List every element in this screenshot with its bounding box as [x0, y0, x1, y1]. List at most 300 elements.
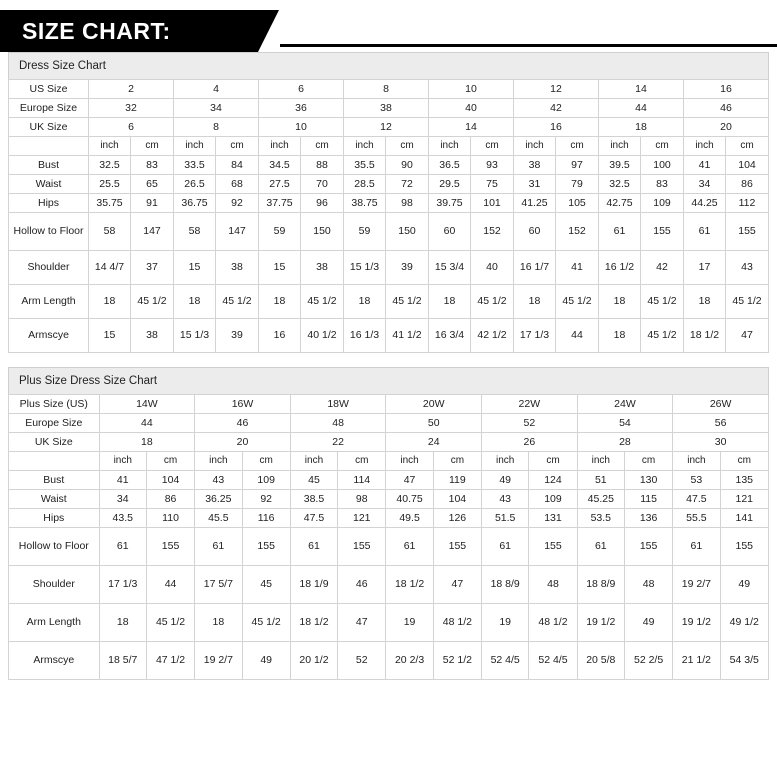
- cell: 20W: [386, 394, 482, 413]
- cell: 104: [726, 155, 769, 174]
- cell: 17 1/3: [99, 565, 146, 603]
- cell: 42: [514, 99, 599, 118]
- cell: 47: [726, 318, 769, 352]
- cell: 56: [673, 413, 769, 432]
- cell: 109: [529, 489, 577, 508]
- cell: 100: [641, 155, 684, 174]
- cell: 17 5/7: [195, 565, 242, 603]
- cell: 12: [514, 80, 599, 99]
- cell: 61: [599, 212, 641, 250]
- cell: 52: [338, 641, 386, 679]
- cell: 105: [556, 193, 599, 212]
- cell: 31: [514, 174, 556, 193]
- cell: 15: [174, 250, 216, 284]
- cell: 135: [720, 470, 768, 489]
- cell: 37: [131, 250, 174, 284]
- cell: 121: [720, 489, 768, 508]
- cell: 41: [684, 155, 726, 174]
- table-row: [9, 603, 769, 641]
- cell: 51: [577, 470, 624, 489]
- unit-cell: inch: [174, 137, 216, 156]
- cell: 20 1/2: [290, 641, 337, 679]
- cell: 14: [599, 80, 684, 99]
- cell: 155: [641, 212, 684, 250]
- cell: 40: [429, 99, 514, 118]
- cell: 18: [259, 284, 301, 318]
- row-label: Armscye: [9, 641, 100, 679]
- cell: 155: [720, 527, 768, 565]
- row-label: Shoulder: [9, 565, 100, 603]
- cell: 116: [242, 508, 290, 527]
- unit-cell: inch: [599, 137, 641, 156]
- cell: 155: [242, 527, 290, 565]
- cell: 16W: [195, 394, 291, 413]
- row-label: Waist: [9, 174, 89, 193]
- cell: 52 2/5: [624, 641, 672, 679]
- cell: 61: [386, 527, 433, 565]
- cell: 36.75: [174, 193, 216, 212]
- cell: 19 1/2: [673, 603, 720, 641]
- cell: 152: [471, 212, 514, 250]
- cell: 40.75: [386, 489, 433, 508]
- cell: 26.5: [174, 174, 216, 193]
- cell: 96: [301, 193, 344, 212]
- cell: 14W: [99, 394, 195, 413]
- cell: 27.5: [259, 174, 301, 193]
- cell: 42.75: [599, 193, 641, 212]
- cell: 17 1/3: [514, 318, 556, 352]
- cell: 35.75: [89, 193, 131, 212]
- cell: 47.5: [290, 508, 337, 527]
- cell: 68: [216, 174, 259, 193]
- cell: 75: [471, 174, 514, 193]
- cell: 38.75: [344, 193, 386, 212]
- row-label: Arm Length: [9, 284, 89, 318]
- cell: 84: [216, 155, 259, 174]
- table-row: [9, 174, 769, 193]
- cell: 47: [386, 470, 433, 489]
- cell: 53.5: [577, 508, 624, 527]
- cell: 109: [641, 193, 684, 212]
- cell: 39.75: [429, 193, 471, 212]
- cell: 46: [338, 565, 386, 603]
- unit-cell: cm: [529, 452, 577, 471]
- table-row: [9, 565, 769, 603]
- cell: 38.5: [290, 489, 337, 508]
- cell: 16 1/3: [344, 318, 386, 352]
- cell: 83: [641, 174, 684, 193]
- cell: 52 4/5: [529, 641, 577, 679]
- cell: 18: [599, 318, 641, 352]
- cell: 49: [482, 470, 529, 489]
- cell: 119: [433, 470, 481, 489]
- cell: 43: [195, 470, 242, 489]
- cell: 121: [338, 508, 386, 527]
- cell: 42 1/2: [471, 318, 514, 352]
- cell: 39: [386, 250, 429, 284]
- cell: 45 1/2: [242, 603, 290, 641]
- unit-cell: cm: [726, 137, 769, 156]
- cell: 49 1/2: [720, 603, 768, 641]
- unit-cell: cm: [556, 137, 599, 156]
- cell: 18: [195, 603, 242, 641]
- cell: 18: [429, 284, 471, 318]
- cell: 44: [146, 565, 194, 603]
- cell: 38: [514, 155, 556, 174]
- cell: 114: [338, 470, 386, 489]
- table-row: [9, 508, 769, 527]
- table-row: [9, 250, 769, 284]
- cell: 155: [726, 212, 769, 250]
- cell: 91: [131, 193, 174, 212]
- cell: 39: [216, 318, 259, 352]
- cell: 45: [290, 470, 337, 489]
- cell: 83: [131, 155, 174, 174]
- cell: 92: [242, 489, 290, 508]
- unit-cell: cm: [146, 452, 194, 471]
- cell: 10: [429, 80, 514, 99]
- cell: 29.5: [429, 174, 471, 193]
- cell: 34: [99, 489, 146, 508]
- cell: 36.5: [429, 155, 471, 174]
- cell: 61: [99, 527, 146, 565]
- unit-cell: cm: [338, 452, 386, 471]
- table-row: [9, 641, 769, 679]
- table-row: [9, 470, 769, 489]
- cell: 18 1/2: [386, 565, 433, 603]
- cell: 41 1/2: [386, 318, 429, 352]
- cell: 22: [290, 433, 386, 452]
- unit-cell: cm: [386, 137, 429, 156]
- cell: 147: [131, 212, 174, 250]
- cell: 155: [624, 527, 672, 565]
- table-row: [9, 394, 769, 413]
- unit-cell: cm: [624, 452, 672, 471]
- cell: 45 1/2: [726, 284, 769, 318]
- row-label: Waist: [9, 489, 100, 508]
- cell: 48: [529, 565, 577, 603]
- row-label: Bust: [9, 470, 100, 489]
- cell: 54 3/5: [720, 641, 768, 679]
- cell: 48: [290, 413, 386, 432]
- unit-cell: cm: [131, 137, 174, 156]
- cell: 34.5: [259, 155, 301, 174]
- cell: 45 1/2: [216, 284, 259, 318]
- cell: 16: [514, 118, 599, 137]
- cell: 47 1/2: [146, 641, 194, 679]
- cell: 38: [344, 99, 429, 118]
- cell: 28: [577, 433, 673, 452]
- cell: 20 5/8: [577, 641, 624, 679]
- cell: 2: [89, 80, 174, 99]
- cell: 52 4/5: [482, 641, 529, 679]
- cell: 19: [482, 603, 529, 641]
- cell: 46: [195, 413, 291, 432]
- cell: 38: [301, 250, 344, 284]
- cell: 8: [344, 80, 429, 99]
- cell: 16: [684, 80, 769, 99]
- cell: 32.5: [599, 174, 641, 193]
- row-label: Plus Size (US): [9, 394, 100, 413]
- cell: 155: [338, 527, 386, 565]
- cell: 40 1/2: [301, 318, 344, 352]
- cell: 45 1/2: [131, 284, 174, 318]
- cell: 61: [482, 527, 529, 565]
- cell: 49.5: [386, 508, 433, 527]
- cell: 41.25: [514, 193, 556, 212]
- cell: 98: [386, 193, 429, 212]
- table-row: [9, 433, 769, 452]
- table-caption: Dress Size Chart: [8, 52, 769, 79]
- cell: 98: [338, 489, 386, 508]
- cell: 40: [471, 250, 514, 284]
- cell: 110: [146, 508, 194, 527]
- cell: 16 1/7: [514, 250, 556, 284]
- cell: 61: [290, 527, 337, 565]
- cell: 18 5/7: [99, 641, 146, 679]
- cell: 88: [301, 155, 344, 174]
- unit-cell: inch: [514, 137, 556, 156]
- row-label: Europe Size: [9, 413, 100, 432]
- unit-cell: cm: [216, 137, 259, 156]
- unit-cell: inch: [344, 137, 386, 156]
- cell: 109: [242, 470, 290, 489]
- header-banner-black: [0, 10, 258, 52]
- cell: 47.5: [673, 489, 720, 508]
- cell: 59: [259, 212, 301, 250]
- cell: 54: [577, 413, 673, 432]
- cell: 17: [684, 250, 726, 284]
- cell: 155: [529, 527, 577, 565]
- row-label: Europe Size: [9, 99, 89, 118]
- cell: 18: [684, 284, 726, 318]
- cell: 16 1/2: [599, 250, 641, 284]
- cell: 65: [131, 174, 174, 193]
- cell: 32: [89, 99, 174, 118]
- cell: 155: [146, 527, 194, 565]
- unit-cell: cm: [301, 137, 344, 156]
- cell: 6: [259, 80, 344, 99]
- cell: 124: [529, 470, 577, 489]
- cell: 4: [174, 80, 259, 99]
- cell: 92: [216, 193, 259, 212]
- table-row: [9, 155, 769, 174]
- cell: 33.5: [174, 155, 216, 174]
- row-label: US Size: [9, 80, 89, 99]
- row-label: Hips: [9, 193, 89, 212]
- cell: 6: [89, 118, 174, 137]
- cell: 150: [301, 212, 344, 250]
- unit-cell: inch: [259, 137, 301, 156]
- cell: 10: [259, 118, 344, 137]
- cell: 18: [599, 284, 641, 318]
- cell: 15: [259, 250, 301, 284]
- dress-size-chart-block: [0, 52, 777, 353]
- plus-size-chart-block: [0, 367, 777, 680]
- cell: 20: [195, 433, 291, 452]
- cell: 14: [429, 118, 514, 137]
- cell: 58: [174, 212, 216, 250]
- cell: 72: [386, 174, 429, 193]
- table-row: [9, 80, 769, 99]
- row-label: Bust: [9, 155, 89, 174]
- cell: 36.25: [195, 489, 242, 508]
- cell: 18: [599, 118, 684, 137]
- cell: 44: [99, 413, 195, 432]
- cell: 12: [344, 118, 429, 137]
- cell: 44: [556, 318, 599, 352]
- cell: 21 1/2: [673, 641, 720, 679]
- table-row: [9, 118, 769, 137]
- cell: 34: [174, 99, 259, 118]
- cell: 15 1/3: [344, 250, 386, 284]
- cell: 18: [174, 284, 216, 318]
- table-row: [9, 284, 769, 318]
- cell: 18W: [290, 394, 386, 413]
- cell: 150: [386, 212, 429, 250]
- cell: 61: [577, 527, 624, 565]
- unit-cell: inch: [684, 137, 726, 156]
- cell: 18 1/9: [290, 565, 337, 603]
- cell: 60: [429, 212, 471, 250]
- cell: 155: [433, 527, 481, 565]
- cell: 35.5: [344, 155, 386, 174]
- row-label: UK Size: [9, 433, 100, 452]
- cell: 52: [482, 413, 578, 432]
- cell: 130: [624, 470, 672, 489]
- cell: 44: [599, 99, 684, 118]
- cell: 18 1/2: [684, 318, 726, 352]
- cell: 45 1/2: [146, 603, 194, 641]
- cell: 14 4/7: [89, 250, 131, 284]
- cell: 36: [259, 99, 344, 118]
- cell: 28.5: [344, 174, 386, 193]
- cell: 104: [146, 470, 194, 489]
- plus-size-chart-table: [8, 394, 769, 680]
- cell: 48: [624, 565, 672, 603]
- cell: 45 1/2: [301, 284, 344, 318]
- unit-cell: cm: [471, 137, 514, 156]
- row-label: Arm Length: [9, 603, 100, 641]
- cell: 8: [174, 118, 259, 137]
- row-label: Hips: [9, 508, 100, 527]
- cell: 61: [195, 527, 242, 565]
- cell: 46: [684, 99, 769, 118]
- cell: 86: [726, 174, 769, 193]
- cell: 39.5: [599, 155, 641, 174]
- cell: 18: [89, 284, 131, 318]
- unit-cell: inch: [673, 452, 720, 471]
- cell: 44.25: [684, 193, 726, 212]
- cell: 53: [673, 470, 720, 489]
- cell: 26W: [673, 394, 769, 413]
- table-row: [9, 318, 769, 352]
- cell: 101: [471, 193, 514, 212]
- unit-cell: inch: [386, 452, 433, 471]
- cell: 43: [482, 489, 529, 508]
- cell: 18: [99, 603, 146, 641]
- table-row: [9, 527, 769, 565]
- cell: 93: [471, 155, 514, 174]
- row-label: Shoulder: [9, 250, 89, 284]
- cell: 26: [482, 433, 578, 452]
- cell: 48 1/2: [529, 603, 577, 641]
- unit-cell: inch: [290, 452, 337, 471]
- cell: 86: [146, 489, 194, 508]
- cell: 50: [386, 413, 482, 432]
- row-label: Hollow to Floor: [9, 527, 100, 565]
- row-label: [9, 137, 89, 156]
- page-title: SIZE CHART:: [22, 17, 171, 44]
- cell: 43.5: [99, 508, 146, 527]
- cell: 18: [344, 284, 386, 318]
- cell: 48 1/2: [433, 603, 481, 641]
- unit-cell: inch: [99, 452, 146, 471]
- cell: 126: [433, 508, 481, 527]
- cell: 45.5: [195, 508, 242, 527]
- cell: 147: [216, 212, 259, 250]
- cell: 49: [624, 603, 672, 641]
- unit-cell: cm: [720, 452, 768, 471]
- cell: 18: [99, 433, 195, 452]
- cell: 19: [386, 603, 433, 641]
- cell: 97: [556, 155, 599, 174]
- cell: 45: [242, 565, 290, 603]
- cell: 47: [338, 603, 386, 641]
- cell: 45 1/2: [386, 284, 429, 318]
- unit-cell: inch: [429, 137, 471, 156]
- cell: 38: [131, 318, 174, 352]
- cell: 90: [386, 155, 429, 174]
- cell: 38: [216, 250, 259, 284]
- cell: 51.5: [482, 508, 529, 527]
- cell: 60: [514, 212, 556, 250]
- cell: 32.5: [89, 155, 131, 174]
- table-row: [9, 99, 769, 118]
- cell: 25.5: [89, 174, 131, 193]
- cell: 141: [720, 508, 768, 527]
- row-label: UK Size: [9, 118, 89, 137]
- cell: 41: [99, 470, 146, 489]
- cell: 18: [514, 284, 556, 318]
- row-label: [9, 452, 100, 471]
- row-label: Armscye: [9, 318, 89, 352]
- cell: 45 1/2: [641, 284, 684, 318]
- cell: 55.5: [673, 508, 720, 527]
- cell: 42: [641, 250, 684, 284]
- header-rule: [258, 10, 777, 52]
- cell: 59: [344, 212, 386, 250]
- table-row: [9, 413, 769, 432]
- cell: 19 1/2: [577, 603, 624, 641]
- cell: 18 8/9: [577, 565, 624, 603]
- cell: 20: [684, 118, 769, 137]
- unit-cell: inch: [89, 137, 131, 156]
- cell: 19 2/7: [673, 565, 720, 603]
- cell: 61: [673, 527, 720, 565]
- table-caption: Plus Size Dress Size Chart: [8, 367, 769, 394]
- unit-cell: inch: [195, 452, 242, 471]
- cell: 24: [386, 433, 482, 452]
- cell: 18 8/9: [482, 565, 529, 603]
- cell: 104: [433, 489, 481, 508]
- cell: 37.75: [259, 193, 301, 212]
- table-row-units: [9, 452, 769, 471]
- cell: 19 2/7: [195, 641, 242, 679]
- cell: 16 3/4: [429, 318, 471, 352]
- cell: 47: [433, 565, 481, 603]
- table-row: [9, 489, 769, 508]
